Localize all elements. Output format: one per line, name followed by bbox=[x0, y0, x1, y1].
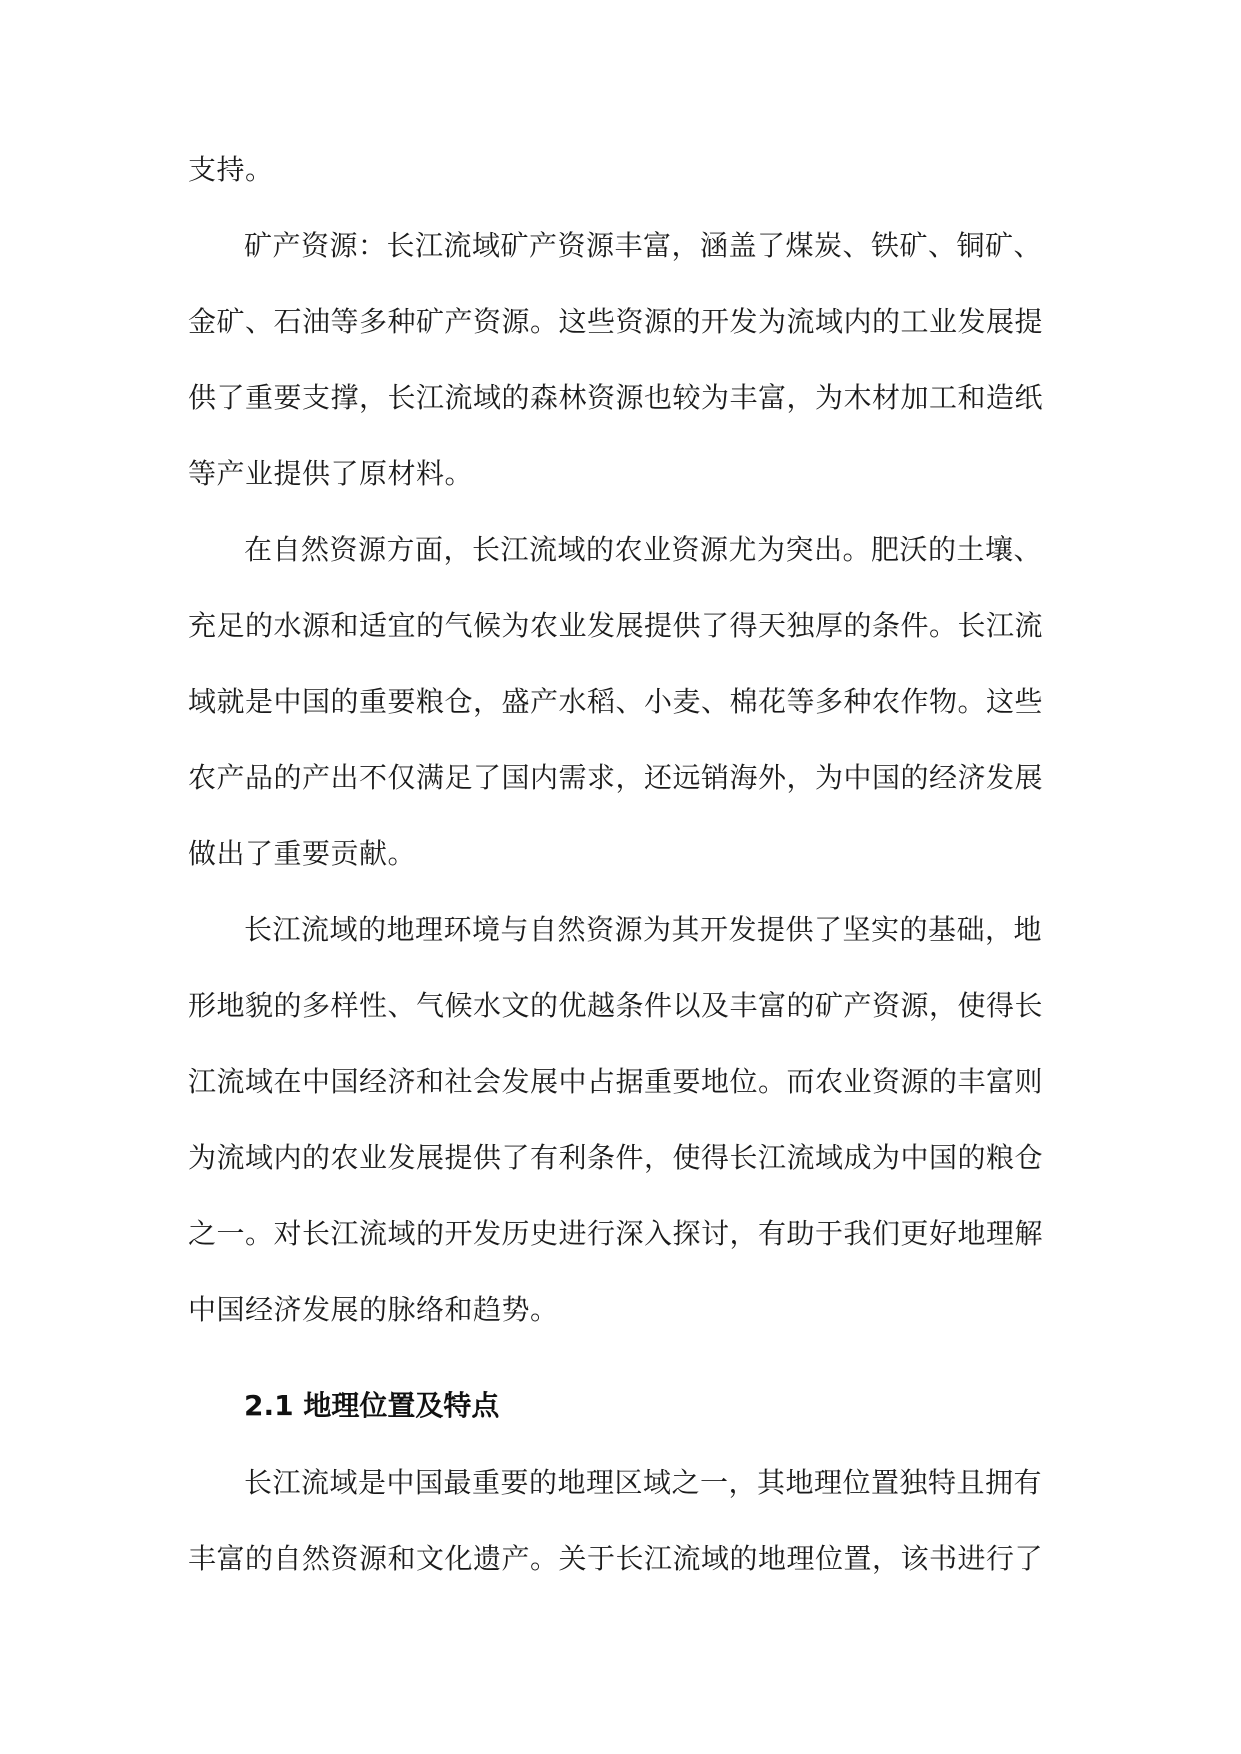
paragraph-summary-line-6: 中国经济发展的脉络和趋势。 bbox=[188, 1293, 559, 1326]
paragraph-mineral-line-1: 矿产资源：长江流域矿产资源丰富，涵盖了煤炭、铁矿、铜矿、 bbox=[244, 229, 1043, 262]
text-line-1: 支持。 bbox=[188, 153, 274, 186]
paragraph-summary-line-1: 长江流域的地理环境与自然资源为其开发提供了坚实的基础，地 bbox=[244, 913, 1043, 946]
paragraph-summary-line-4: 为流域内的农业发展提供了有利条件，使得长江流域成为中国的粮仓 bbox=[188, 1141, 1044, 1174]
paragraph-agriculture-line-5: 做出了重要贡献。 bbox=[188, 837, 417, 870]
paragraph-mineral-line-4: 等产业提供了原材料。 bbox=[188, 457, 474, 490]
paragraph-agriculture-line-2: 充足的水源和适宜的气候为农业发展提供了得天独厚的条件。长江流 bbox=[188, 609, 1044, 642]
paragraph-summary-line-3: 江流域在中国经济和社会发展中占据重要地位。而农业资源的丰富则 bbox=[188, 1065, 1044, 1098]
paragraph-agriculture-line-4: 农产品的产出不仅满足了国内需求，还远销海外，为中国的经济发展 bbox=[188, 761, 1044, 794]
paragraph-agriculture-line-3: 域就是中国的重要粮仓，盛产水稻、小麦、棉花等多种农作物。这些 bbox=[188, 685, 1044, 718]
paragraph-mineral-line-3: 供了重要支撑，长江流域的森林资源也较为丰富，为木材加工和造纸 bbox=[188, 381, 1044, 414]
section-heading: 2.1 地理位置及特点 bbox=[244, 1389, 500, 1422]
paragraph-agriculture-line-1: 在自然资源方面，长江流域的农业资源尤为突出。肥沃的土壤、 bbox=[244, 533, 1043, 566]
paragraph-location-line-2: 丰富的自然资源和文化遗产。关于长江流域的地理位置，该书进行了 bbox=[188, 1542, 1044, 1575]
paragraph-summary-line-5: 之一。对长江流域的开发历史进行深入探讨，有助于我们更好地理解 bbox=[188, 1217, 1044, 1250]
paragraph-summary-line-2: 形地貌的多样性、气候水文的优越条件以及丰富的矿产资源，使得长 bbox=[188, 989, 1044, 1022]
paragraph-mineral-line-2: 金矿、石油等多种矿产资源。这些资源的开发为流域内的工业发展提 bbox=[188, 305, 1044, 338]
paragraph-location-line-1: 长江流域是中国最重要的地理区域之一，其地理位置独特且拥有 bbox=[244, 1466, 1043, 1499]
